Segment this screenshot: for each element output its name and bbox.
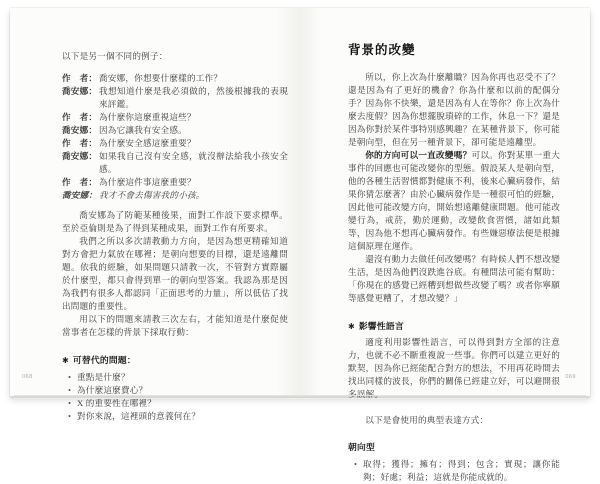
question-list bbox=[62, 371, 288, 423]
list-item bbox=[68, 397, 288, 410]
bold-lead: 你的方向可以一直改變嗎？ bbox=[365, 150, 472, 160]
paragraph: 還沒有動力去做任何改變嗎？有時候人們不想改變生活，是因為他們沒跌進谷底。有種問法可能有幫助：「你現在的感覺已經糟到想做些改變了嗎？或者你寧願等感覺更糟了，才想改變？」 bbox=[348, 254, 560, 303]
list-item bbox=[68, 371, 288, 384]
left-page bbox=[10, 8, 300, 421]
dialogue-row bbox=[62, 85, 288, 111]
speaker-label: 喬安娜： bbox=[62, 125, 98, 135]
paragraph bbox=[348, 149, 560, 253]
bullet-icon: • bbox=[68, 398, 72, 408]
list-item-text: 重點是什麼？ bbox=[77, 372, 130, 382]
list-item-text: X 的重要性在哪裡？ bbox=[77, 398, 157, 408]
list-item-text: 取得；獲得；擁有；得到；包含；實現；讓你能夠；好處；利益；這就是你能成就的。 bbox=[363, 459, 560, 482]
open-book-spread bbox=[10, 8, 590, 482]
page-number: 069 bbox=[565, 374, 576, 380]
speaker-label: 作 者： bbox=[62, 112, 98, 122]
section-header bbox=[62, 354, 288, 367]
chapter-heading: 背景的改變 bbox=[348, 43, 416, 57]
bullet-icon: • bbox=[68, 411, 72, 421]
paragraph: 適度利用影響性語言，可以得到對方全部的注意力，也就不必不斷重複說一些事。你們可以建立更好的默契，因為你已經能配合對方的想法，不用再花時間去找出同樣的波長，你們的關係已經建立好，可以避開很多誤解。 bbox=[348, 337, 560, 399]
list-item bbox=[68, 384, 288, 397]
right-page bbox=[300, 8, 590, 482]
paragraph-rest: 可以。你對某單一重大事件的回應也可能改變你的型態。假設某人是朝向型，他的各種生活習慣都對健康不利，後來心臟病發作，結果你猜怎麼著？由於心臟病發作是一種很可怕的經驗，因此他可能改變方向，開始想遠離健康問題。他可能改變行為，戒菸，勤於運動，改變飲食習慣，諸如此類等，因為他不想再心臟病發作。有些嫌惡療法便是根據這個原理在運作。 bbox=[348, 150, 560, 251]
dialogue-text: 因為它讓我有安全感。 bbox=[99, 125, 187, 135]
paragraph: 我們之所以多次請教動力方向，是因為想更精確知道對方會把力氣放在哪裡；是朝向想要的目標，還是遠離問題。依我的經驗，如果問題只請教一次，不管對方實際屬於什麼型，都只會得到單一的朝向型答案。我認為那是因為我們有很多人都認同「正面思考的力量」，所以低估了找出問題的重要性。 bbox=[62, 236, 288, 311]
page-number: 068 bbox=[22, 374, 33, 380]
speaker-label: 喬安娜： bbox=[62, 86, 98, 96]
dialogue-text: 如果我自己沒有安全感，就沒辦法給我小孩安全感。 bbox=[99, 151, 288, 174]
intro-line: 以下是另一個不同的例子： bbox=[62, 51, 168, 61]
dialogue-row bbox=[62, 150, 288, 176]
speaker-label: 作 者： bbox=[62, 138, 98, 148]
paragraph: 所以，你上次為什麼離職？因為你再也忍受不了？還是因為有了更好的機會？你為什麼和以前的配偶分手？因為你不快樂，還是因為有人在等你？你上次為什麼去度假？因為你想擺脫瑣碎的工作，休息一下？還是因為你對於某件事特別感興趣？在某種背景下，你可能是朝向型，但在另一種背景下，卻可能是遠離型。 bbox=[348, 72, 560, 147]
list-item-text: 對你來說，這裡頭的意義何在？ bbox=[77, 411, 201, 421]
paragraph: 用以下的問題來請教三次左右，才能知道是什麼促使當事者在怎樣的背景下採取行動： bbox=[62, 314, 288, 337]
list-item bbox=[354, 458, 560, 484]
asterisk-icon: ✱ bbox=[348, 322, 355, 331]
section-title: 影響性語言 bbox=[358, 321, 404, 331]
dialogue-row bbox=[62, 72, 288, 85]
phrase-list bbox=[348, 458, 560, 484]
dialogue-text: 喬安娜，你想要什麼樣的工作？ bbox=[99, 73, 223, 83]
list-item bbox=[68, 410, 288, 423]
dialogue-text: 為什麼這件事這麼重要？ bbox=[99, 177, 196, 187]
dialogue-block bbox=[62, 72, 288, 202]
speaker-label: 喬安娜： bbox=[62, 151, 98, 161]
bullet-icon: • bbox=[68, 385, 72, 395]
dialogue-row bbox=[62, 137, 288, 150]
dialogue-text: 為什麼安全感這麼重要？ bbox=[99, 138, 196, 148]
bullet-icon: • bbox=[354, 459, 358, 469]
section-header bbox=[348, 320, 560, 333]
dialogue-text: 我想知道什麼是我必須做的，然後根據我的表現來評鑑。 bbox=[99, 86, 288, 109]
asterisk-icon: ✱ bbox=[62, 356, 69, 365]
dialogue-row bbox=[62, 111, 288, 124]
dialogue-text: 為什麼你這麼重視這些？ bbox=[99, 112, 196, 122]
list-item-text: 為什麼這麼費心？ bbox=[77, 385, 148, 395]
dialogue-text: 我才不會去傷害我的小孩。 bbox=[99, 190, 205, 200]
section-title: 可替代的問題： bbox=[72, 355, 136, 365]
speaker-label: 作 者： bbox=[62, 177, 98, 187]
dialogue-row bbox=[62, 176, 288, 189]
paragraph: 以下是會使用的典型表達方式： bbox=[365, 415, 489, 425]
subsection-heading: 朝向型 bbox=[348, 442, 375, 452]
speaker-label: 喬安娜： bbox=[62, 190, 98, 200]
bullet-icon: • bbox=[68, 372, 72, 382]
dialogue-row bbox=[62, 124, 288, 137]
dialogue-row bbox=[62, 189, 288, 202]
speaker-label: 作 者： bbox=[62, 73, 98, 83]
paragraph: 喬安娜為了防範某種後果，面對工作設下要求標準。至於亞倫則是為了得到某種成果，面對工作有所要求。 bbox=[62, 210, 288, 233]
